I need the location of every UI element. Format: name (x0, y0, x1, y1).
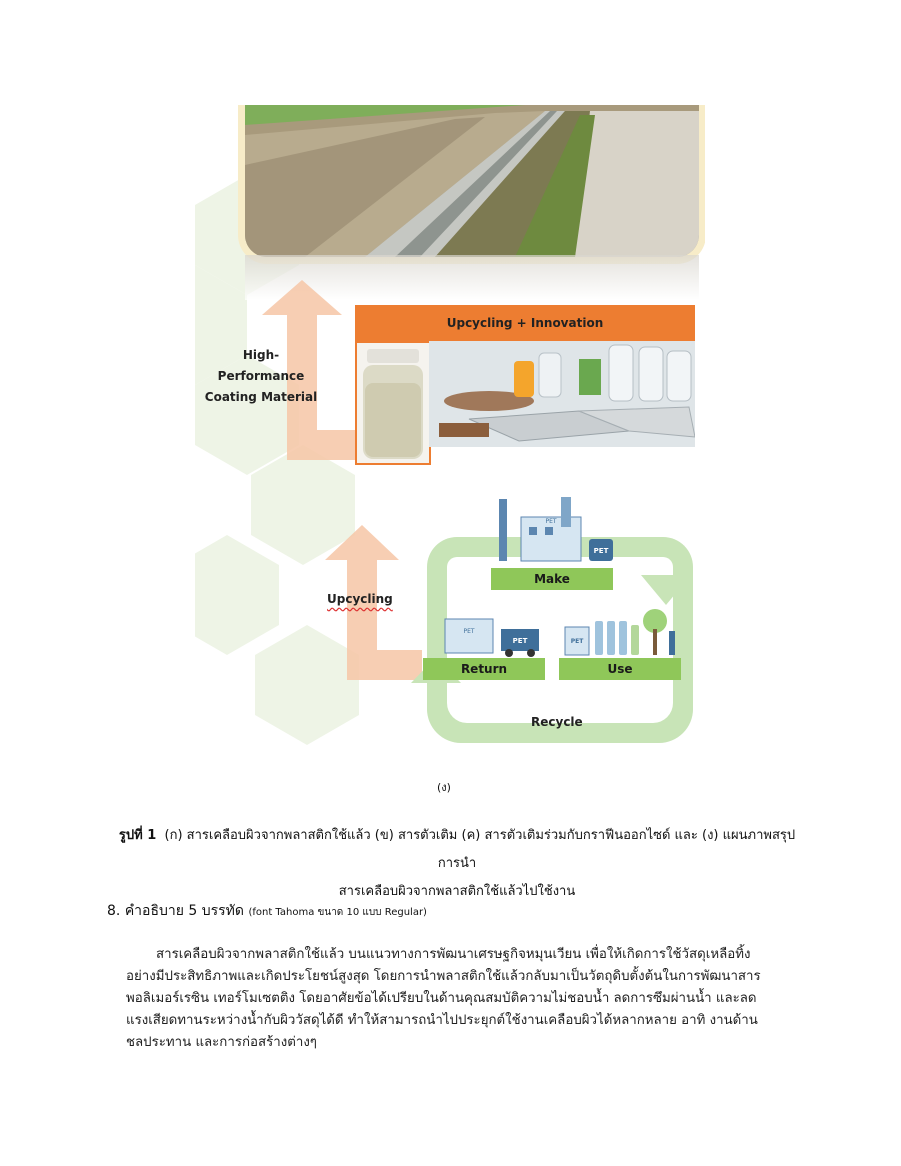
paragraph-line5: ชลประทาน และการก่อสร้างต่างๆ (126, 1035, 317, 1050)
upcycling-label: Upcycling (327, 592, 393, 606)
paragraph-line1: สารเคลือบผิวจากพลาสติกใช้แล้ว บนแนวทางการพัฒนาเศรษฐกิจหมุนเวียน เพื่อให้เกิดการใช้วัสดุเหลือทิ้ง (156, 947, 751, 962)
pet-tag-return: PET (512, 637, 528, 645)
pet-tag-factory: PET (545, 518, 557, 525)
upcycling-innovation-banner: Upcycling + Innovation (355, 305, 695, 341)
description-paragraph (126, 944, 806, 1054)
paragraph-line2: อย่างมีประสิทธิภาพและเกิดประโยชน์สูงสุด โดยการนำพลาสติกใช้แล้วกลับมาเป็นวัตถุดิบตั้งต้นในการพัฒนาสาร (126, 969, 761, 984)
use-box: Use (559, 658, 681, 680)
paragraph-line3: พอลิเมอร์เรซิน เทอร์โมเซตติง โดยอาศัยข้อได้เปรียบในด้านคุณสมบัติความไม่ชอบน้ำ ลดการซึมผ่านน้ำ และลด (126, 991, 757, 1006)
coating-label-line1: High-Performance (217, 348, 305, 383)
caption-line1 (112, 822, 802, 878)
section-heading (107, 900, 427, 922)
return-truck-illustration (425, 607, 545, 659)
pet-tag-make: PET (593, 547, 609, 555)
irrigation-canal-photo (245, 105, 699, 257)
return-box: Return (423, 658, 545, 680)
caption-prefix: รูปที่ 1 (118, 828, 157, 843)
figure-subcaption: (ง) (437, 781, 451, 794)
coating-material-label (203, 345, 319, 408)
section-number: 8. (107, 903, 121, 919)
figure-caption (112, 822, 802, 906)
coating-label-line2: Coating Material (204, 390, 318, 404)
paragraph-line4: แรงเสียดทานระหว่างน้ำกับผิววัสดุได้ดี ทำให้สามารถนำไปประยุกต์ใช้งานเคลือบผิวได้หลากหลาย อาทิ งานด้าน (126, 1013, 758, 1028)
pet-tag-building: PET (463, 628, 475, 635)
factory-illustration (491, 493, 616, 567)
pet-tag-use: PET (570, 638, 584, 645)
section-note: (font Tahoma ขนาด 10 แบบ Regular) (248, 907, 427, 918)
section-title: คำอธิบาย 5 บรรทัด (124, 903, 244, 919)
bottles-illustration (559, 601, 689, 659)
circular-economy-figure (195, 105, 705, 750)
make-box: Make (491, 568, 613, 590)
recycle-label: Recycle (531, 715, 583, 729)
hexagon-decoration (195, 535, 279, 655)
paragraph-line (126, 944, 806, 966)
coating-material-jar (355, 341, 431, 465)
caption-line2: สารเคลือบผิวจากพลาสติกใช้แล้วไปใช้งาน (338, 884, 576, 899)
caption-text1: (ก) สารเคลือบผิวจากพลาสติกใช้แล้ว (ข) สารตัวเติม (ค) สารตัวเติมร่วมกับกราฟีนออกไซด์ และ (ง) แผนภาพสรุปการนำ (164, 828, 796, 871)
plastic-waste-photo (429, 341, 695, 447)
